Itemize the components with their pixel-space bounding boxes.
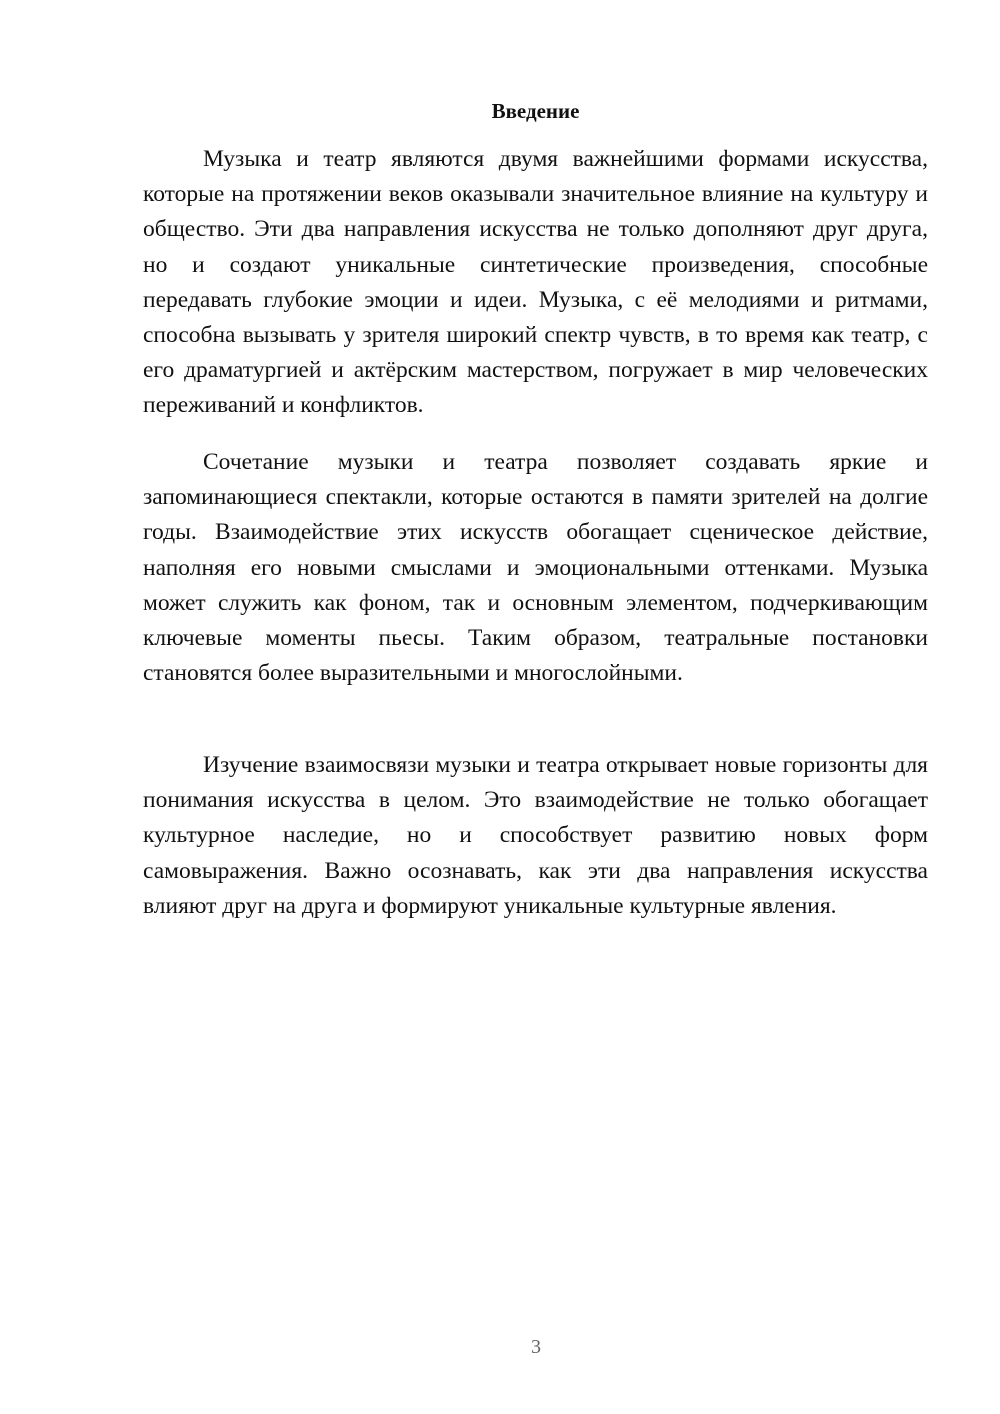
page-number: 3 bbox=[531, 1336, 541, 1358]
paragraph-1: Музыка и театр являются двумя важнейшими формами искусства, которые на протяжении веков оказывали значительное влияние на культуру и общество. Эти два направления искусства не только дополняют друг друга, но и создают уникальные синтетические произведения, способные передавать глубокие эмоции и идеи. Музыка, с её мелодиями и ритмами, способна вызывать у зрителя широкий спектр чувств, в то время как театр, с его драматургией и актёрским мастерством, погружает в мир человеческих переживаний и конфликтов. bbox=[143, 146, 928, 419]
paragraph-3: Изучение взаимосвязи музыки и театра открывает новые горизонты для понимания искусства в целом. Это взаимодействие не только обогащает культурное наследие, но и способствует развитию новых форм самовыражения. Важно осознавать, как эти два направления искусства влияют друг на друга и формируют уникальные культурные явления. bbox=[143, 752, 928, 919]
section-heading: Введение bbox=[491, 99, 580, 123]
paragraph-2: Сочетание музыки и театра позволяет создавать яркие и запоминающиеся спектакли, которые остаются в памяти зрителей на долгие годы. Взаимодействие этих искусств обогащает сценическое действие, наполняя его новыми смыслами и эмоциональными оттенками. Музыка может служить как фоном, так и основным элементом, подчеркивающим ключевые моменты пьесы. Таким образом, театральные постановки становятся более выразительными и многослойными. bbox=[143, 449, 928, 687]
